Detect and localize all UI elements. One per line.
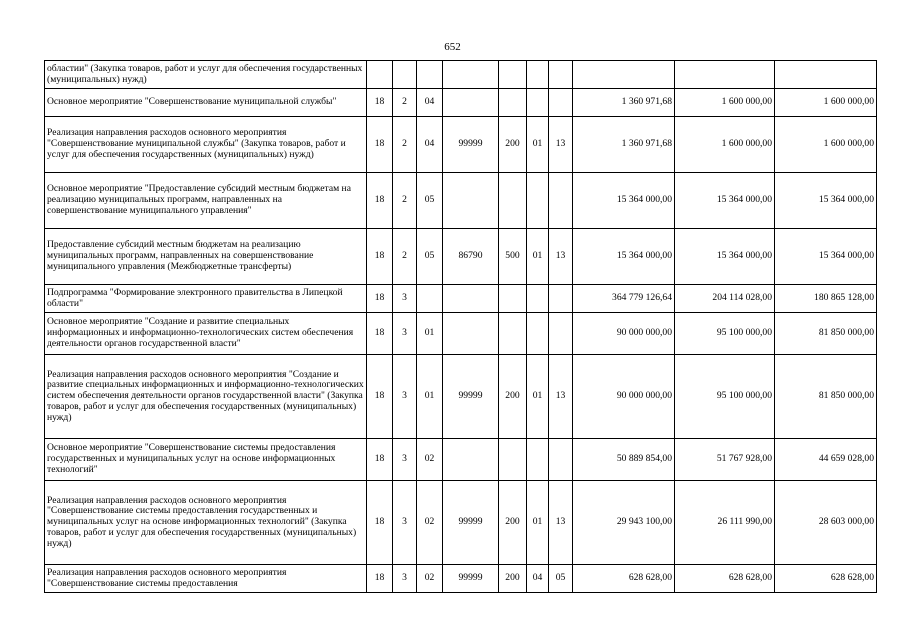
- expense-direction-cell: [443, 285, 499, 313]
- section-code-cell: [527, 285, 549, 313]
- amount-year-2-cell: [675, 61, 775, 89]
- amount-year-1-cell: 90 000 000,00: [573, 355, 675, 439]
- item-name-cell: Основное мероприятие "Создание и развитие специальных информационных и информационно-технологических систем обеспечения деятельности органов государственной власти": [45, 313, 367, 355]
- activity-code-cell: 05: [417, 229, 443, 285]
- table-row: [45, 439, 877, 481]
- expense-direction-cell: [443, 439, 499, 481]
- subsection-code-cell: 05: [549, 565, 573, 593]
- table-row: [45, 89, 877, 117]
- program-code-cell: 18: [367, 439, 393, 481]
- amount-year-2-cell: 1 600 000,00: [675, 117, 775, 173]
- item-name-cell: Реализация направления расходов основного мероприятия "Совершенствование системы предоставления государственных и муниципальных услуг на основе информационных технологий" (Закупка товаров, работ и услуг для обеспечения государственных (муниципальных) нужд): [45, 481, 367, 565]
- item-name-cell: Подпрограмма "Формирование электронного правительства в Липецкой области": [45, 285, 367, 313]
- subprogram-code-cell: 2: [393, 89, 417, 117]
- amount-year-3-cell: [775, 61, 877, 89]
- amount-year-3-cell: 28 603 000,00: [775, 481, 877, 565]
- expense-type-cell: 200: [499, 481, 527, 565]
- table-row: [45, 355, 877, 439]
- expense-type-cell: 200: [499, 355, 527, 439]
- expense-type-cell: 500: [499, 229, 527, 285]
- subsection-code-cell: [549, 61, 573, 89]
- amount-year-3-cell: 81 850 000,00: [775, 355, 877, 439]
- amount-year-2-cell: 95 100 000,00: [675, 313, 775, 355]
- table-row: [45, 285, 877, 313]
- expense-type-cell: 200: [499, 117, 527, 173]
- expense-direction-cell: 99999: [443, 117, 499, 173]
- amount-year-3-cell: 180 865 128,00: [775, 285, 877, 313]
- expense-type-cell: [499, 313, 527, 355]
- amount-year-1-cell: 90 000 000,00: [573, 313, 675, 355]
- subsection-code-cell: 13: [549, 355, 573, 439]
- amount-year-1-cell: 1 360 971,68: [573, 89, 675, 117]
- item-name-cell: Основное мероприятие "Совершенствование муниципальной службы": [45, 89, 367, 117]
- subprogram-code-cell: 3: [393, 481, 417, 565]
- program-code-cell: 18: [367, 285, 393, 313]
- amount-year-3-cell: 1 600 000,00: [775, 89, 877, 117]
- subprogram-code-cell: 3: [393, 439, 417, 481]
- activity-code-cell: 05: [417, 173, 443, 229]
- amount-year-3-cell: 628 628,00: [775, 565, 877, 593]
- expense-type-cell: [499, 439, 527, 481]
- section-code-cell: [527, 173, 549, 229]
- section-code-cell: [527, 313, 549, 355]
- program-code-cell: 18: [367, 565, 393, 593]
- program-code-cell: 18: [367, 229, 393, 285]
- table-row: [45, 173, 877, 229]
- program-code-cell: 18: [367, 481, 393, 565]
- amount-year-3-cell: 81 850 000,00: [775, 313, 877, 355]
- subsection-code-cell: [549, 285, 573, 313]
- amount-year-3-cell: 15 364 000,00: [775, 173, 877, 229]
- amount-year-1-cell: [573, 61, 675, 89]
- table-row: [45, 61, 877, 89]
- amount-year-2-cell: 1 600 000,00: [675, 89, 775, 117]
- section-code-cell: [527, 439, 549, 481]
- item-name-cell: областии" (Закупка товаров, работ и услуг для обеспечения государственных (муниципальных) нужд): [45, 61, 367, 89]
- amount-year-3-cell: 44 659 028,00: [775, 439, 877, 481]
- section-code-cell: 01: [527, 229, 549, 285]
- expense-type-cell: [499, 89, 527, 117]
- subsection-code-cell: 13: [549, 117, 573, 173]
- item-name-cell: Реализация направления расходов основного мероприятия "Создание и развитие специальных информационных и информационно-технологических систем обеспечения деятельности органов государственной власти" (Закупка товаров, работ и услуг для обеспечения государственных (муниципальных) нужд): [45, 355, 367, 439]
- expense-direction-cell: 99999: [443, 481, 499, 565]
- expense-direction-cell: 99999: [443, 565, 499, 593]
- activity-code-cell: [417, 61, 443, 89]
- subsection-code-cell: [549, 439, 573, 481]
- item-name-cell: Предоставление субсидий местным бюджетам на реализацию муниципальных программ, направленных на совершенствование муниципального управления (Межбюджетные трансферты): [45, 229, 367, 285]
- amount-year-1-cell: 364 779 126,64: [573, 285, 675, 313]
- table-row: [45, 229, 877, 285]
- section-code-cell: 01: [527, 117, 549, 173]
- amount-year-1-cell: 628 628,00: [573, 565, 675, 593]
- table-row: [45, 313, 877, 355]
- amount-year-3-cell: 1 600 000,00: [775, 117, 877, 173]
- section-code-cell: 01: [527, 481, 549, 565]
- amount-year-3-cell: 15 364 000,00: [775, 229, 877, 285]
- subprogram-code-cell: 3: [393, 285, 417, 313]
- program-code-cell: 18: [367, 355, 393, 439]
- subsection-code-cell: [549, 173, 573, 229]
- amount-year-1-cell: 15 364 000,00: [573, 229, 675, 285]
- subprogram-code-cell: 3: [393, 565, 417, 593]
- page-number: 652: [444, 41, 461, 53]
- subprogram-code-cell: [393, 61, 417, 89]
- table-body: [45, 61, 877, 593]
- subsection-code-cell: 13: [549, 481, 573, 565]
- activity-code-cell: 04: [417, 89, 443, 117]
- subsection-code-cell: 13: [549, 229, 573, 285]
- expense-direction-cell: [443, 173, 499, 229]
- item-name-cell: Основное мероприятие "Совершенствование системы предоставления государственных и муниципальных услуг на основе информационных технологий": [45, 439, 367, 481]
- program-code-cell: 18: [367, 313, 393, 355]
- amount-year-2-cell: 51 767 928,00: [675, 439, 775, 481]
- amount-year-1-cell: 50 889 854,00: [573, 439, 675, 481]
- expense-type-cell: 200: [499, 565, 527, 593]
- section-code-cell: 01: [527, 355, 549, 439]
- expense-direction-cell: 86790: [443, 229, 499, 285]
- amount-year-2-cell: 628 628,00: [675, 565, 775, 593]
- amount-year-1-cell: 1 360 971,68: [573, 117, 675, 173]
- subprogram-code-cell: 2: [393, 229, 417, 285]
- expense-direction-cell: [443, 89, 499, 117]
- amount-year-2-cell: 204 114 028,00: [675, 285, 775, 313]
- section-code-cell: [527, 89, 549, 117]
- expense-direction-cell: [443, 61, 499, 89]
- section-code-cell: 04: [527, 565, 549, 593]
- amount-year-2-cell: 95 100 000,00: [675, 355, 775, 439]
- program-code-cell: [367, 61, 393, 89]
- amount-year-2-cell: 26 111 990,00: [675, 481, 775, 565]
- program-code-cell: 18: [367, 89, 393, 117]
- subsection-code-cell: [549, 89, 573, 117]
- subprogram-code-cell: 3: [393, 355, 417, 439]
- activity-code-cell: 01: [417, 355, 443, 439]
- table-row: [45, 481, 877, 565]
- expense-direction-cell: [443, 313, 499, 355]
- expense-type-cell: [499, 285, 527, 313]
- program-code-cell: 18: [367, 173, 393, 229]
- item-name-cell: Реализация направления расходов основного мероприятия "Совершенствование муниципальной службы" (Закупка товаров, работ и услуг для обеспечения государственных (муниципальных) нужд): [45, 117, 367, 173]
- expense-type-cell: [499, 61, 527, 89]
- table-row: [45, 117, 877, 173]
- amount-year-1-cell: 29 943 100,00: [573, 481, 675, 565]
- expense-direction-cell: 99999: [443, 355, 499, 439]
- budget-table: [44, 60, 877, 593]
- subprogram-code-cell: 3: [393, 313, 417, 355]
- item-name-cell: Основное мероприятие "Предоставление субсидий местным бюджетам на реализацию муниципальных программ, направленных на совершенствование муниципального управления": [45, 173, 367, 229]
- activity-code-cell: 04: [417, 117, 443, 173]
- activity-code-cell: 02: [417, 439, 443, 481]
- activity-code-cell: [417, 285, 443, 313]
- item-name-cell: Реализация направления расходов основного мероприятия "Совершенствование системы предоставления: [45, 565, 367, 593]
- section-code-cell: [527, 61, 549, 89]
- activity-code-cell: 01: [417, 313, 443, 355]
- activity-code-cell: 02: [417, 481, 443, 565]
- amount-year-2-cell: 15 364 000,00: [675, 229, 775, 285]
- amount-year-1-cell: 15 364 000,00: [573, 173, 675, 229]
- expense-type-cell: [499, 173, 527, 229]
- program-code-cell: 18: [367, 117, 393, 173]
- table-row: [45, 565, 877, 593]
- subsection-code-cell: [549, 313, 573, 355]
- amount-year-2-cell: 15 364 000,00: [675, 173, 775, 229]
- subprogram-code-cell: 2: [393, 173, 417, 229]
- activity-code-cell: 02: [417, 565, 443, 593]
- subprogram-code-cell: 2: [393, 117, 417, 173]
